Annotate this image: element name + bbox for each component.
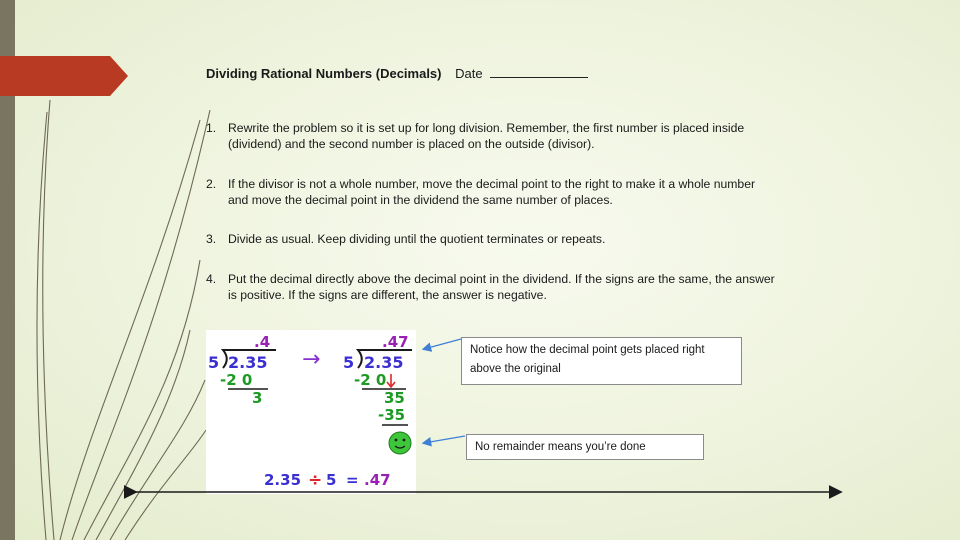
step-2 bbox=[206, 176, 776, 208]
step-text: Divide as usual. Keep dividing until the quotient terminates or repeats. bbox=[228, 232, 606, 246]
pointer-arrow-1-icon bbox=[424, 339, 461, 349]
date-label: Date bbox=[455, 66, 483, 81]
worksheet-header bbox=[206, 66, 588, 81]
smiley-face-icon bbox=[389, 432, 411, 454]
right-subtract-line-2: -35 bbox=[378, 406, 406, 424]
red-title-tab bbox=[0, 56, 128, 96]
left-divisor: 5 bbox=[208, 353, 220, 372]
transition-arrow-icon: → bbox=[302, 347, 321, 372]
long-division-example-image bbox=[206, 330, 416, 494]
step-number: 1. bbox=[206, 121, 217, 135]
left-dividend: 2.35 bbox=[228, 353, 268, 372]
left-quotient: .4 bbox=[254, 333, 271, 351]
note-decimal-placement bbox=[461, 337, 742, 385]
step-4 bbox=[206, 271, 776, 303]
bring-down-arrow-icon bbox=[387, 374, 395, 387]
step-number: 4. bbox=[206, 272, 217, 286]
step-3 bbox=[206, 231, 776, 247]
note-no-remainder-text: No remainder means you’re done bbox=[475, 441, 646, 453]
step-number: 3. bbox=[206, 232, 217, 246]
step-number: 2. bbox=[206, 177, 217, 191]
equation-divisor: 5 bbox=[326, 471, 337, 489]
right-dividend: 2.35 bbox=[364, 353, 404, 372]
step-1 bbox=[206, 120, 776, 152]
date-blank-line bbox=[490, 67, 588, 78]
equation-dividend: 2.35 bbox=[264, 471, 302, 489]
note-no-remainder bbox=[466, 434, 704, 460]
right-quotient: .47 bbox=[382, 333, 409, 351]
right-subtract-line-1: -2 0 bbox=[354, 371, 387, 389]
equation-result: .47 bbox=[364, 471, 391, 489]
right-divisor: 5 bbox=[343, 353, 355, 372]
step-text: If the divisor is not a whole number, move the decimal point to the right to make it a whole number and move the decimal point in the dividend the same number of places. bbox=[228, 177, 756, 207]
pointer-arrow-2-icon bbox=[424, 436, 465, 443]
left-remainder: 3 bbox=[252, 389, 263, 407]
step-text: Rewrite the problem so it is set up for long division. Remember, the first number is placed inside (dividend) and the second number is placed on the outside (divisor). bbox=[228, 121, 745, 151]
right-bring-down-value: 35 bbox=[384, 389, 405, 407]
step-text: Put the decimal directly above the decimal point in the dividend. If the signs are the same, the answer is positive. If the signs are different, the answer is negative. bbox=[228, 272, 775, 302]
note-decimal-placement-text: Notice how the decimal point gets placed right above the original bbox=[470, 344, 705, 375]
equation-equals: = bbox=[346, 471, 359, 489]
page-title: Dividing Rational Numbers (Decimals) bbox=[206, 66, 442, 81]
equation-divide-sign: ÷ bbox=[308, 470, 323, 490]
left-subtract-line: -2 0 bbox=[220, 371, 253, 389]
